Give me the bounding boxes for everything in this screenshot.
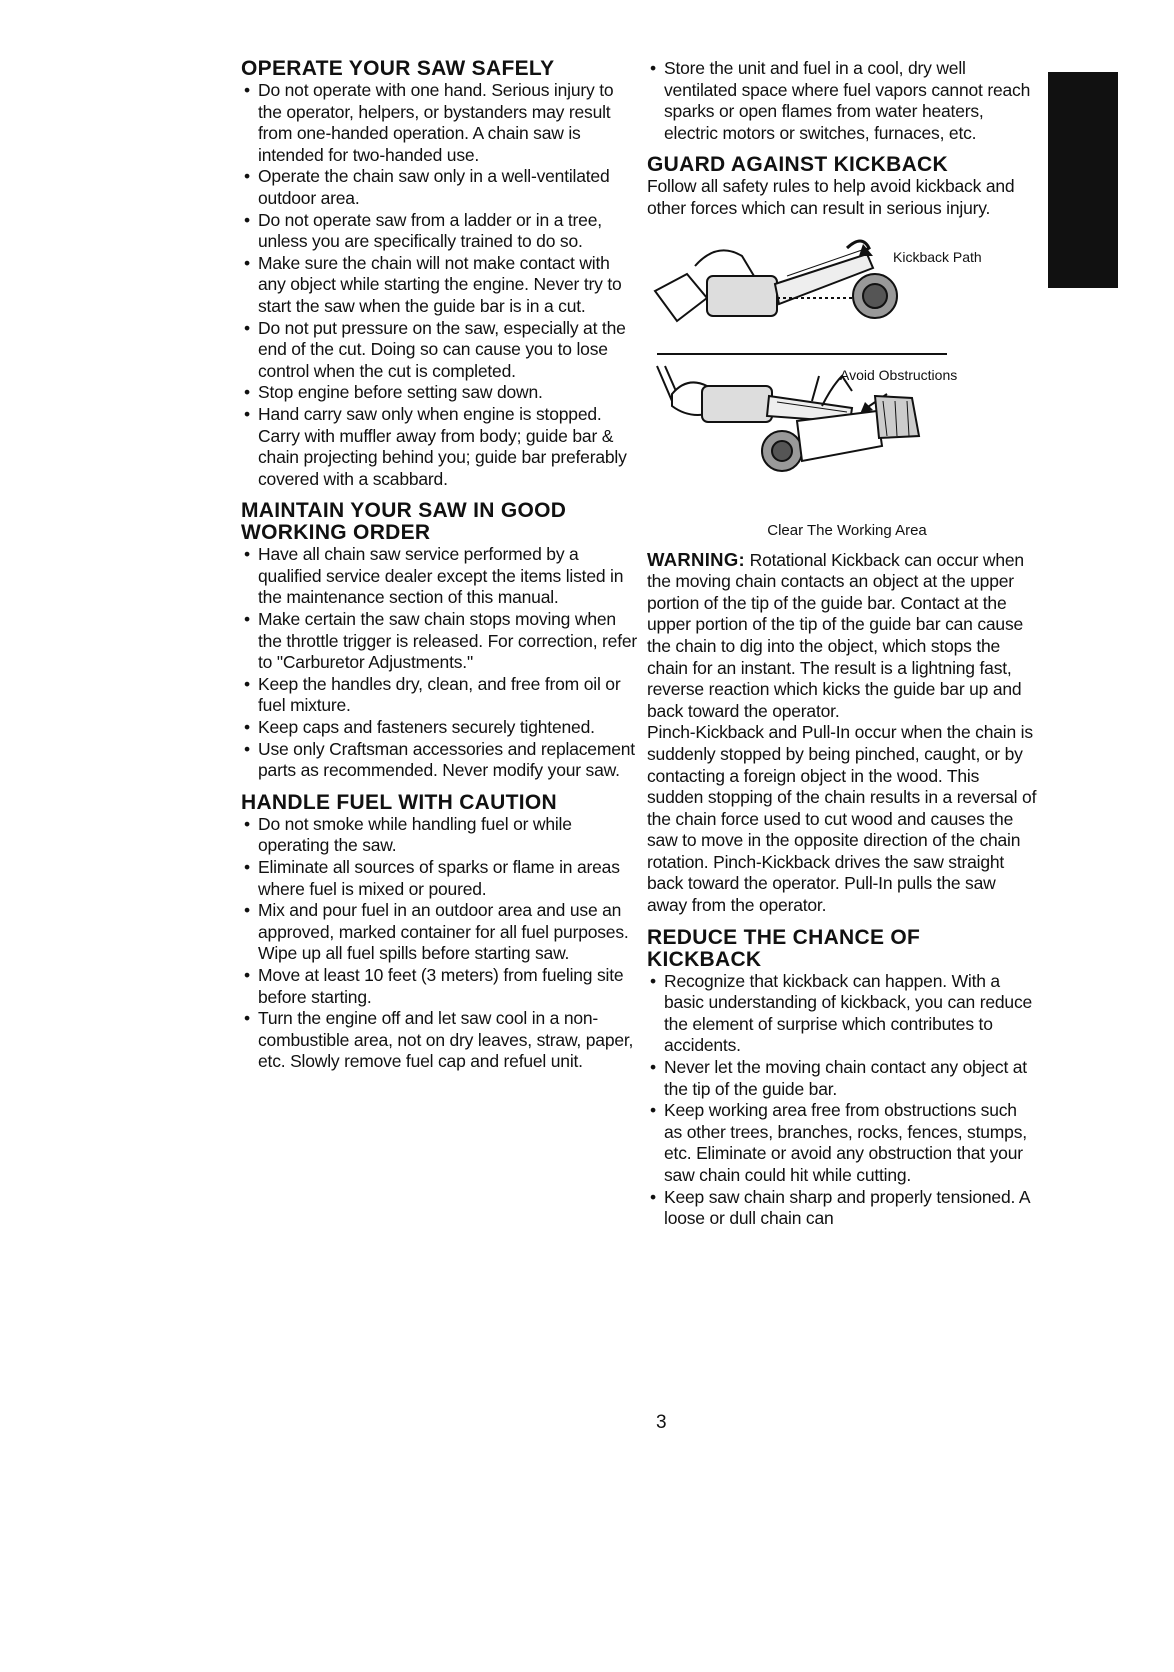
list-item: • Mix and pour fuel in an outdoor area and use an approved, marked container for all fuel purposes. Wipe up all fuel spills before starting saw. [241, 900, 641, 965]
list-item: • Do not operate saw from a ladder or in a tree, unless you are specifically trained to do so. [241, 210, 641, 253]
list-item: • Move at least 10 feet (3 meters) from fueling site before starting. [241, 965, 641, 1008]
label-kickback-path: Kickback Path [893, 248, 982, 265]
hand-shape [655, 274, 707, 321]
list-item: • Stop engine before setting saw down. [241, 382, 641, 404]
kickback-illustration [647, 226, 1007, 516]
list-item: • Recognize that kickback can happen. With a basic understanding of kickback, you can reduce the element of surprise which contributes to accidents. [647, 971, 1037, 1057]
heading-operate-safely: OPERATE YOUR SAW SAFELY [241, 57, 555, 80]
list-item: • Operate the chain saw only in a well-ventilated outdoor area. [241, 166, 641, 209]
list-reduce-kickback [647, 971, 1037, 1230]
list-item: • Keep saw chain sharp and properly tensioned. A loose or dull chain can [647, 1187, 1037, 1230]
page-number: 3 [656, 1412, 667, 1433]
pinch-kickback-text: Pinch-Kickback and Pull-In occur when the chain is suddenly stopped by being pinched, caught, or by contacting a foreign object in the wood. This sudden stopping of the chain results in a reversal of the chain force used to cut wood and causes the saw to move in the opposite direction of the chain rotation. Pinch-Kickback drives the saw straight back toward the operator. Pull-In pulls the saw away from the operator. [647, 722, 1037, 916]
list-item: • Make certain the saw chain stops moving when the throttle trigger is released. For correction, refer to "Carburetor Adjustments." [241, 609, 641, 674]
list-store-unit [647, 58, 1037, 144]
list-item: • Turn the engine off and let saw cool in a non-combustible area, not on dry leaves, straw, paper, etc. Slowly remove fuel cap and refuel unit. [241, 1008, 641, 1073]
guard-kickback-text: Follow all safety rules to help avoid kickback and other forces which can result in serious injury. [647, 176, 1015, 218]
heading-guard-kickback: GUARD AGAINST KICKBACK [647, 153, 948, 177]
heading-reduce-kickback: REDUCE THE CHANCE OF KICKBACK [647, 925, 921, 971]
figure-caption: Clear The Working Area [767, 521, 927, 539]
heading-maintain-saw: MAINTAIN YOUR SAW IN GOOD WORKING ORDER [241, 499, 567, 545]
warning-label: WARNING: [647, 548, 745, 570]
kickback-path-drawing [655, 241, 897, 321]
list-item: • Keep the handles dry, clean, and free from oil or fuel mixture. [241, 674, 641, 717]
saw-body [707, 276, 777, 316]
list-item: • Keep working area free from obstructions such as other trees, branches, rocks, fences, stumps, etc. Eliminate or avoid any obstruction that your saw chain could hit while cutting. [647, 1100, 1037, 1186]
list-item: • Do not smoke while handling fuel or while operating the saw. [241, 814, 641, 857]
list-item: • Use only Craftsman accessories and replacement parts as recommended. Never modify your saw. [241, 739, 641, 782]
list-item: • Hand carry saw only when engine is stopped. Carry with muffler away from body; guide bar & chain projecting behind you; guide bar preferably covered with a scabbard. [241, 404, 641, 490]
right-column [647, 58, 1037, 1230]
list-operate-safely [241, 80, 641, 490]
saw-body [702, 386, 772, 422]
list-item: • Keep caps and fasteners securely tightened. [241, 717, 641, 739]
heading-handle-fuel: HANDLE FUEL WITH CAUTION [241, 790, 557, 814]
list-item: • Eliminate all sources of sparks or flame in areas where fuel is mixed or poured. [241, 857, 641, 900]
list-item: • Do not put pressure on the saw, especially at the end of the cut. Doing so can cause you to lose control when the cut is completed. [241, 318, 641, 383]
list-item: • Do not operate with one hand. Serious injury to the operator, helpers, or bystanders may result from one-handed operation. A chain saw is intended for two-handed use. [241, 80, 641, 166]
log-body [797, 411, 882, 461]
list-handle-fuel [241, 814, 641, 1073]
list-item: • Never let the moving chain contact any object at the tip of the guide bar. [647, 1057, 1037, 1100]
list-item: • Store the unit and fuel in a cool, dry well ventilated space where fuel vapors cannot reach sparks or open flames from water heaters, electric motors or switches, furnaces, etc. [647, 58, 1037, 144]
list-item: • Have all chain saw service performed by a qualified service dealer except the items listed in the maintenance section of this manual. [241, 544, 641, 609]
left-column [241, 58, 641, 1073]
label-avoid-obstructions: Avoid Obstructions [840, 366, 958, 383]
list-maintain-saw [241, 544, 641, 782]
section-tab-marker [1048, 72, 1118, 288]
warning-text: Rotational Kickback can occur when the moving chain contacts an object at the upper portion of the tip of the guide bar. Contact at the upper portion of the tip of the guide bar can cause the chain to dig into the object, which stops the chain for an instant. The result is a lightning fast, reverse reaction which kicks the guide bar up and back toward the operator. [647, 549, 1024, 721]
warning-paragraph [647, 549, 1037, 723]
list-item: • Make sure the chain will not make contact with any object while starting the engine. Never try to start the saw when the guide bar is in a cut. [241, 253, 641, 318]
